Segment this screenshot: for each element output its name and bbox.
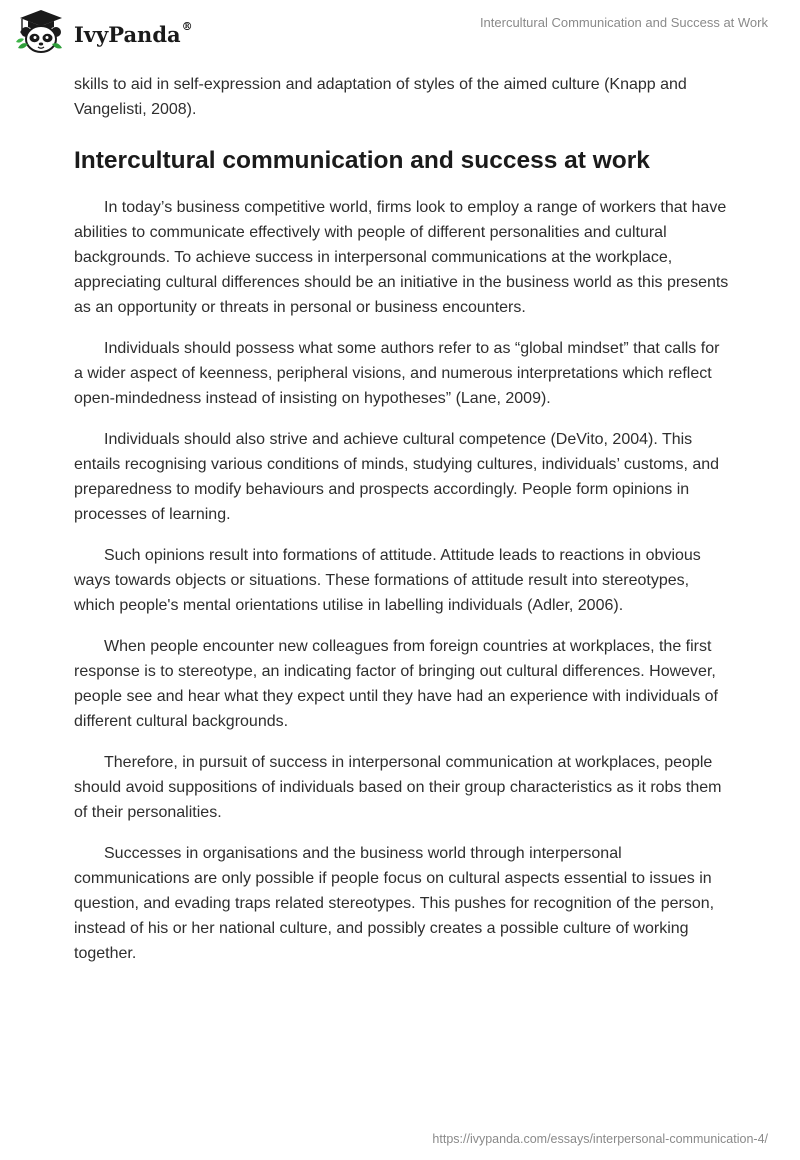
section-heading: Intercultural communication and success at work	[74, 147, 650, 174]
body-paragraph: In today’s business competitive world, firms look to employ a range of workers that have abilities to communicate effectively with people of different personalities and cultural backgrounds. To achieve success in interpersonal communications at the workplace, appreciating cultural differences should be an initiative in the business world as this presents as an opportunity or threats in personal or business encounters.	[74, 199, 729, 316]
body-paragraph: Successes in organisations and the business world through interpersonal communications are only possible if people focus on cultural aspects essential to issues in question, and evading traps related stereotypes. This pushes for recognition of the person, instead of his or her national culture, and possibly creates a possible culture of working together.	[74, 845, 715, 962]
body-paragraph: Such opinions result into formations of attitude. Attitude leads to reactions in obvious ways towards objects or situations. These formations of attitude result into stereotypes, which people's mental orientations utilise in labelling individuals (Adler, 2006).	[74, 547, 701, 614]
ivypanda-logo[interactable]	[14, 8, 193, 54]
body-paragraph: Individuals should possess what some authors refer to as “global mindset” that calls for a wider aspect of keenness, peripheral visions, and numerous interpretations which reflect open-mindedness instead of insisting on hypotheses” (Lane, 2009).	[74, 340, 720, 407]
document-title: Intercultural Communication and Success at Work	[479, 15, 768, 30]
body-paragraph: When people encounter new colleagues from foreign countries at workplaces, the first response is to stereotype, an indicating factor of bringing out cultural differences. However, people see and hear what they expect until they have had an experience with individuals of different cultural backgrounds.	[74, 638, 718, 730]
body-paragraph: Individuals should also strive and achieve cultural competence (DeVito, 2004). This entails recognising various conditions of minds, studying cultures, individuals’ customs, and preparedness to modify behaviours and prospects accordingly. People form opinions in processes of learning.	[74, 431, 720, 523]
page-header	[0, 0, 800, 66]
brand-name: IvyPanda®	[74, 19, 193, 47]
source-url[interactable]: https://ivypanda.com/essays/interpersonal-communication-4/	[432, 1132, 768, 1146]
registered-mark: ®	[181, 19, 193, 33]
essay-body	[74, 72, 730, 982]
body-paragraph: Therefore, in pursuit of success in interpersonal communication at workplaces, people should avoid suppositions of individuals based on their group characteristics as it robs them of their personalities.	[74, 754, 722, 821]
lead-paragraph: skills to aid in self-expression and adaptation of styles of the aimed culture (Knapp and Vangelisti, 2008).	[74, 76, 687, 118]
panda-graduate-icon	[14, 8, 68, 54]
